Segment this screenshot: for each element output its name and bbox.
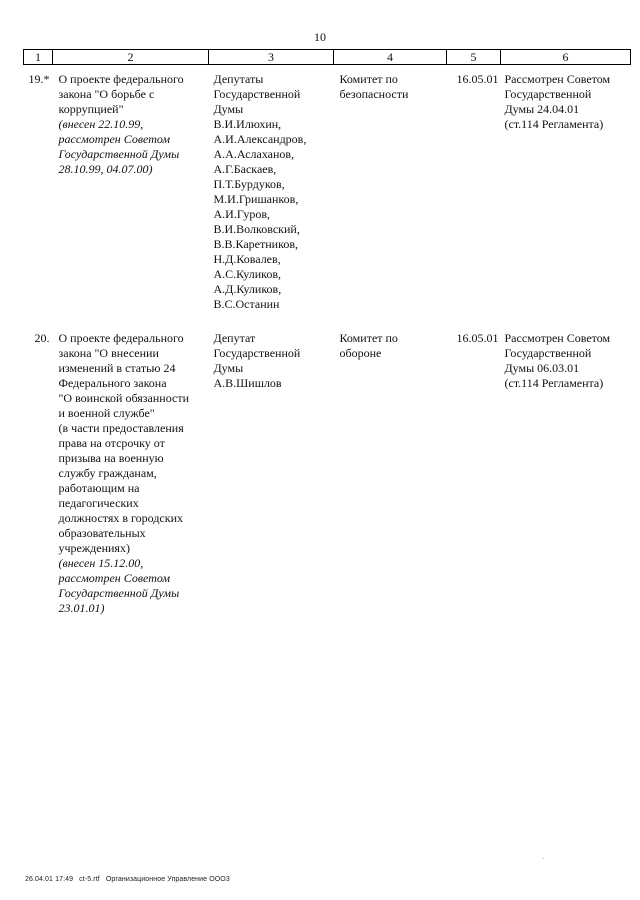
text-line: (внесен 15.12.00,	[58, 556, 144, 570]
text-line: (в части предоставления	[58, 421, 184, 435]
agenda-table	[23, 49, 631, 616]
page-footer	[25, 876, 234, 883]
agenda-row	[24, 331, 631, 616]
scan-speck	[543, 858, 544, 859]
bill-title	[53, 331, 209, 616]
item-number	[24, 331, 53, 616]
text-line: 23.01.01)	[58, 601, 105, 615]
committee	[334, 331, 447, 616]
text-line: А.А.Аслаханов,	[213, 147, 295, 161]
spacer-cell	[24, 312, 631, 331]
text-line: Н.Д.Ковалев,	[213, 252, 281, 266]
text-line: 28.10.99, 04.07.00)	[58, 162, 153, 176]
text-line: рассмотрен Советом	[58, 132, 171, 146]
text-line: А.И.Александров,	[213, 132, 307, 146]
text-line: Думы	[213, 361, 244, 375]
text-line: коррупцией"	[58, 102, 124, 116]
status	[501, 331, 631, 616]
text-line: Государственной Думы	[58, 147, 180, 161]
text-line: учреждениях)	[58, 541, 130, 555]
text-line: О проекте федерального	[58, 331, 184, 345]
text-line: должностях в городских	[58, 511, 184, 525]
text-line: "О воинской обязанности	[58, 391, 189, 405]
text-line: В.И.Илюхин,	[213, 117, 282, 131]
text-line: Государственной Думы	[58, 586, 180, 600]
text-line: рассмотрен Советом	[58, 571, 171, 585]
item-number-text: 20.	[34, 331, 50, 345]
row-spacer	[24, 312, 631, 331]
text-line: педагогических	[58, 496, 139, 510]
text-line: безопасности	[339, 87, 409, 101]
footer-timestamp: 26.04.01 17:49	[25, 876, 74, 883]
text-line: А.Г.Баскаев,	[213, 162, 277, 176]
text-line: М.И.Гришанков,	[213, 192, 299, 206]
text-line: В.И.Волковский,	[213, 222, 300, 236]
text-line: обороне	[339, 346, 382, 360]
column-number: 3	[209, 50, 334, 65]
status	[501, 65, 631, 313]
text-line: П.Т.Бурдуков,	[213, 177, 285, 191]
text-line: Государственной	[504, 346, 592, 360]
item-number-text: 19.*	[28, 72, 50, 86]
text-line: изменений в статью 24	[58, 361, 176, 375]
text-line: Государственной	[213, 346, 301, 360]
text-line: работающим на	[58, 481, 140, 495]
text-line: и военной службе"	[58, 406, 155, 420]
page-number: 10	[314, 30, 326, 44]
text-line: Комитет по	[339, 72, 398, 86]
footer-file: ct-5.rtf	[79, 876, 100, 883]
text-line: Думы 24.04.01	[504, 102, 580, 116]
text-line: закона "О борьбе с	[58, 87, 155, 101]
text-line: А.И.Гуров,	[213, 207, 270, 221]
text-line: Рассмотрен Советом	[504, 331, 611, 345]
initiators	[209, 65, 334, 313]
column-number: 1	[24, 50, 53, 65]
text-line: Федерального закона	[58, 376, 167, 390]
column-number: 4	[334, 50, 447, 65]
column-number: 5	[447, 50, 501, 65]
initiators	[209, 331, 334, 616]
text-line: В.С.Останин	[213, 297, 280, 311]
text-line: (внесен 22.10.99,	[58, 117, 144, 131]
text-line: Государственной	[504, 87, 592, 101]
text-line: Депутат	[213, 331, 256, 345]
text-line: Комитет по	[339, 331, 398, 345]
text-line: права на отсрочку от	[58, 436, 165, 450]
date	[447, 65, 501, 313]
text-line: Думы	[213, 102, 244, 116]
bill-title	[53, 65, 209, 313]
text-line: А.С.Куликов,	[213, 267, 282, 281]
text-line: А.В.Шишлов	[213, 376, 282, 390]
footer-org: Организационное Управление ООО3	[105, 876, 230, 883]
text-line: службу гражданам,	[58, 466, 157, 480]
text-line: В.В.Каретников,	[213, 237, 298, 251]
column-number: 6	[501, 50, 631, 65]
agenda-row	[24, 65, 631, 313]
text-line: Думы 06.03.01	[504, 361, 580, 375]
text-line: образовательных	[58, 526, 146, 540]
date-text: 16.05.01	[456, 331, 499, 345]
text-line: (ст.114 Регламента)	[504, 376, 604, 390]
date-text: 16.05.01	[456, 72, 499, 86]
text-line: Государственной	[213, 87, 301, 101]
text-line: призыва на военную	[58, 451, 164, 465]
column-number-row	[24, 50, 631, 65]
text-line: Рассмотрен Советом	[504, 72, 611, 86]
column-number: 2	[53, 50, 209, 65]
text-line: закона "О внесении	[58, 346, 159, 360]
committee	[334, 65, 447, 313]
text-line: А.Д.Куликов,	[213, 282, 282, 296]
item-number	[24, 65, 53, 313]
text-line: О проекте федерального	[58, 72, 184, 86]
text-line: (ст.114 Регламента)	[504, 117, 604, 131]
text-line: Депутаты	[213, 72, 264, 86]
date	[447, 331, 501, 616]
